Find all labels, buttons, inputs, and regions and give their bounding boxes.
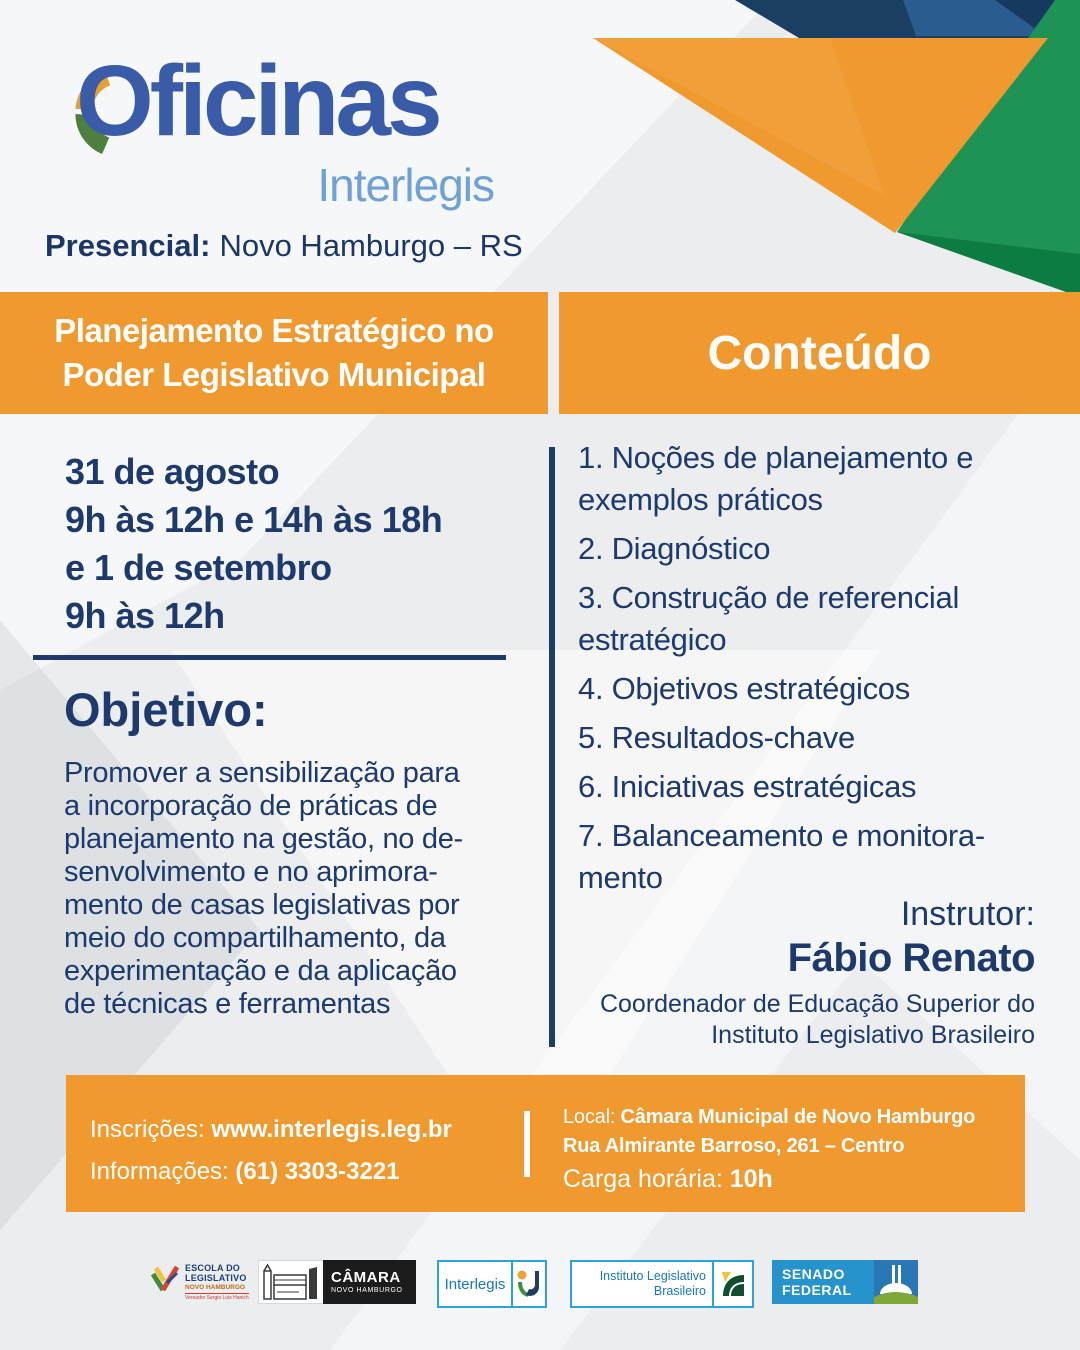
- ilb-icon: [718, 1269, 748, 1299]
- content-banner: [559, 292, 1080, 414]
- presencial-location: Novo Hamburgo – RS: [219, 228, 523, 263]
- escola-line4: Vereador Sergio Luis Hanich: [185, 1294, 249, 1301]
- camara-line1: CÂMARA: [331, 1268, 401, 1286]
- ilb-line2: Brasileiro: [653, 1284, 706, 1298]
- objective-paragraph: Promover a sensibilização para a incorporação de práticas de planejamento na gestão, no de- senvolvimento e no aprimora- mento de casas legislativas por meio do compartilhamento, da experimentação e da aplicação de técnicas e ferramentas: [64, 757, 463, 1020]
- escola-legislativo-icon: [150, 1264, 180, 1300]
- instructor-label: Instrutor:: [900, 895, 1035, 933]
- senado-federal-icon: [874, 1260, 918, 1304]
- instructor-role: Coordenador de Educação Superior do Instituto Legislativo Brasileiro: [599, 990, 1035, 1049]
- logo-camara-novo-hamburgo: [258, 1260, 416, 1304]
- schedule-block: 31 de agosto 9h às 12h e 14h às 18h e 1 de setembro 9h às 12h: [65, 451, 443, 636]
- senado-line1: SENADO: [782, 1266, 845, 1282]
- content-item-3: 3. Construção de referencial estratégico: [578, 580, 960, 657]
- escola-line3: NOVO HAMBURGO: [185, 1283, 245, 1291]
- instructor-name: Fábio Renato: [787, 936, 1035, 980]
- registration-info: [90, 1109, 452, 1193]
- escola-line1: ESCOLA DO: [185, 1262, 240, 1273]
- camara-line2: NOVO HAMBURGO: [331, 1286, 403, 1294]
- logo-instituto-legislativo-brasileiro: [570, 1260, 754, 1308]
- carga-label: Carga horária:: [563, 1165, 730, 1193]
- info-bar: [66, 1075, 1025, 1212]
- ilb-line1: Instituto Legislativo: [599, 1269, 706, 1283]
- course-title-text: Planejamento Estratégico no Poder Legislativo Municipal: [54, 312, 494, 393]
- schedule-divider-line: [33, 655, 506, 660]
- logo-interlegis: [437, 1260, 547, 1308]
- escola-line2: LEGISLATIVO: [185, 1272, 247, 1283]
- local-label: Local:: [563, 1106, 621, 1128]
- inscricoes-label: Inscrições:: [90, 1116, 212, 1143]
- venue-name: Câmara Municipal de Novo Hamburgo: [620, 1106, 976, 1128]
- logo-subtitle: Interlegis: [317, 159, 494, 211]
- info-bar-divider: [524, 1111, 530, 1177]
- carga-value: 10h: [729, 1165, 773, 1193]
- registration-url: www.interlegis.leg.br: [211, 1116, 452, 1143]
- content-item-4: 4. Objetivos estratégicos: [578, 671, 910, 706]
- column-divider-line: [549, 447, 555, 1047]
- content-banner-text: Conteúdo: [707, 326, 932, 380]
- interlegis-label: Interlegis: [444, 1275, 506, 1293]
- content-list: [578, 437, 985, 906]
- interlegis-icon: [516, 1269, 542, 1299]
- content-item-6: 6. Iniciativas estratégicas: [578, 769, 917, 804]
- content-item-5: 5. Resultados-chave: [578, 720, 855, 755]
- event-mode-line: [45, 228, 523, 264]
- logo-senado-federal: [772, 1260, 918, 1304]
- course-title-banner: [0, 292, 548, 414]
- venue-info: [563, 1103, 975, 1197]
- content-item-1: 1. Noções de planejamento e exemplos práticos: [578, 440, 974, 517]
- content-item-7: 7. Balanceamento e monitora- mento: [578, 818, 985, 895]
- camara-building-icon: [259, 1261, 321, 1303]
- senado-line2: FEDERAL: [782, 1282, 852, 1298]
- venue-address: Rua Almirante Barroso, 261 – Centro: [563, 1135, 905, 1157]
- informacoes-label: Informações:: [90, 1158, 236, 1185]
- presencial-label: Presencial:: [45, 228, 211, 263]
- content-item-2: 2. Diagnóstico: [578, 531, 771, 566]
- logo-escola-legislativo: [150, 1260, 249, 1304]
- objective-heading: Objetivo:: [64, 683, 268, 736]
- logo-title: Oficinas: [76, 45, 439, 157]
- phone-number: (61) 3303-3221: [235, 1158, 400, 1185]
- instructor-block: [600, 895, 1035, 1051]
